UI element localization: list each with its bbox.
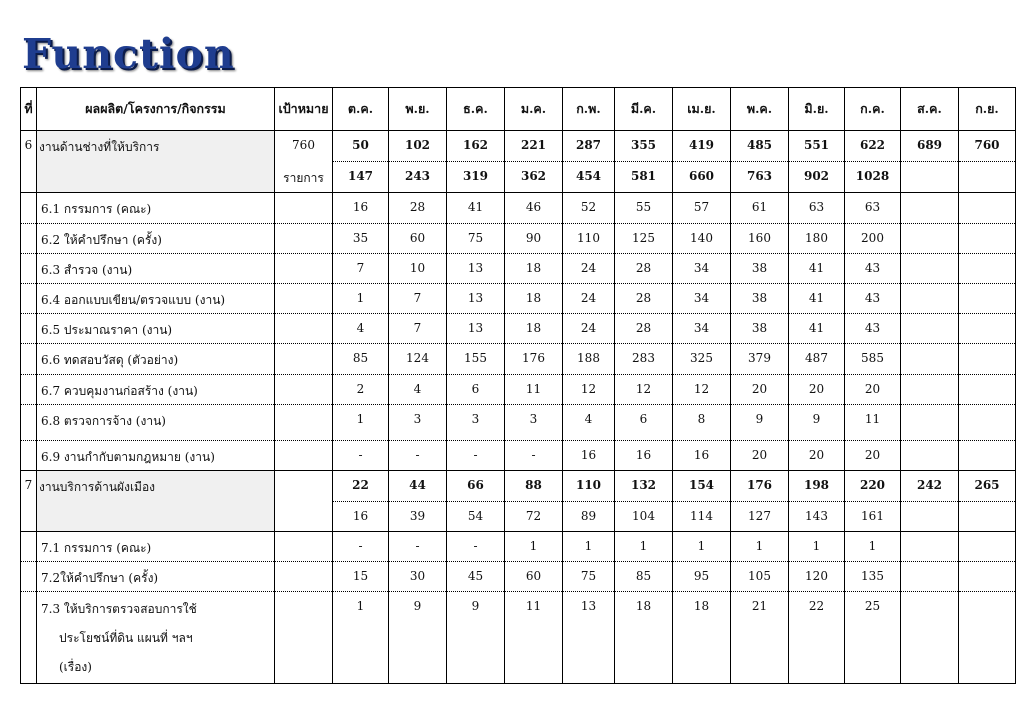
value-cell: 90 bbox=[505, 224, 563, 254]
value-cell: 63 bbox=[789, 193, 845, 224]
value-cell: 12 bbox=[615, 375, 673, 405]
value-cell bbox=[901, 314, 959, 344]
value-cell: 6 bbox=[615, 405, 673, 441]
section-plan-row bbox=[21, 131, 1016, 162]
value-cell: 155 bbox=[447, 344, 505, 375]
header-no: ที่ bbox=[21, 88, 37, 131]
actual-cell: 54 bbox=[447, 502, 505, 532]
plan-cell: 154 bbox=[673, 471, 731, 502]
value-cell: 3 bbox=[389, 405, 447, 441]
value-cell: - bbox=[447, 441, 505, 471]
value-cell bbox=[959, 592, 1016, 684]
plan-cell: 88 bbox=[505, 471, 563, 502]
table-row bbox=[21, 405, 1016, 441]
value-cell: 1 bbox=[789, 532, 845, 562]
header-month: มี.ค. bbox=[615, 88, 673, 131]
value-cell: 57 bbox=[673, 193, 731, 224]
value-cell: 180 bbox=[789, 224, 845, 254]
plan-cell: 287 bbox=[563, 131, 615, 162]
table-row bbox=[21, 441, 1016, 471]
table-row bbox=[21, 254, 1016, 284]
value-cell bbox=[959, 284, 1016, 314]
value-cell: 7 bbox=[389, 284, 447, 314]
value-cell: 13 bbox=[447, 254, 505, 284]
value-cell bbox=[901, 532, 959, 562]
actual-cell bbox=[901, 162, 959, 193]
value-cell: 16 bbox=[563, 441, 615, 471]
header-month: ส.ค. bbox=[901, 88, 959, 131]
actual-cell: 89 bbox=[563, 502, 615, 532]
value-cell: 55 bbox=[615, 193, 673, 224]
row-label: 6.1 กรรมการ (คณะ) bbox=[37, 193, 275, 224]
value-cell: 176 bbox=[505, 344, 563, 375]
value-cell: 41 bbox=[789, 254, 845, 284]
row-label: 6.7 ควบคุมงานก่อสร้าง (งาน) bbox=[37, 375, 275, 405]
header-month: ม.ค. bbox=[505, 88, 563, 131]
value-cell: 9 bbox=[789, 405, 845, 441]
value-cell: - bbox=[333, 441, 389, 471]
value-cell: 43 bbox=[845, 254, 901, 284]
value-cell: 13 bbox=[563, 592, 615, 684]
row-label: 6.2 ให้คำปรึกษา (ครั้ง) bbox=[37, 224, 275, 254]
table-row bbox=[21, 284, 1016, 314]
value-cell bbox=[959, 532, 1016, 562]
value-cell: - bbox=[389, 532, 447, 562]
row-label: 6.3 สำรวจ (งาน) bbox=[37, 254, 275, 284]
value-cell bbox=[901, 441, 959, 471]
value-cell: 20 bbox=[845, 441, 901, 471]
value-cell: 135 bbox=[845, 562, 901, 592]
value-cell bbox=[959, 254, 1016, 284]
value-cell: 283 bbox=[615, 344, 673, 375]
actual-cell: 143 bbox=[789, 502, 845, 532]
row-target-cell bbox=[275, 344, 333, 375]
section-plan-row bbox=[21, 471, 1016, 502]
value-cell: 20 bbox=[789, 441, 845, 471]
value-cell: 15 bbox=[333, 562, 389, 592]
value-cell: 85 bbox=[615, 562, 673, 592]
row-number-cell bbox=[21, 314, 37, 344]
value-cell: 1 bbox=[845, 532, 901, 562]
value-cell: 43 bbox=[845, 284, 901, 314]
header-target: เป้าหมาย bbox=[275, 88, 333, 131]
value-cell: 13 bbox=[447, 284, 505, 314]
plan-cell: 102 bbox=[389, 131, 447, 162]
value-cell: 28 bbox=[389, 193, 447, 224]
section-target-value: 760 bbox=[275, 131, 333, 162]
value-cell bbox=[959, 344, 1016, 375]
section-target-unit bbox=[275, 502, 333, 532]
value-cell: 12 bbox=[563, 375, 615, 405]
value-cell: 11 bbox=[505, 592, 563, 684]
value-cell: 325 bbox=[673, 344, 731, 375]
row-number-cell bbox=[21, 284, 37, 314]
value-cell: 18 bbox=[615, 592, 673, 684]
value-cell: 24 bbox=[563, 284, 615, 314]
value-cell: 9 bbox=[731, 405, 789, 441]
plan-cell: 176 bbox=[731, 471, 789, 502]
value-cell: 12 bbox=[673, 375, 731, 405]
row-target-cell bbox=[275, 532, 333, 562]
value-cell: 45 bbox=[447, 562, 505, 592]
header-month: ต.ค. bbox=[333, 88, 389, 131]
value-cell bbox=[959, 193, 1016, 224]
value-cell: 4 bbox=[333, 314, 389, 344]
value-cell: 4 bbox=[563, 405, 615, 441]
value-cell: 13 bbox=[447, 314, 505, 344]
row-target-cell bbox=[275, 375, 333, 405]
table-row bbox=[21, 314, 1016, 344]
value-cell: - bbox=[447, 532, 505, 562]
value-cell: 1 bbox=[563, 532, 615, 562]
row-label bbox=[37, 592, 275, 684]
value-cell: 16 bbox=[673, 441, 731, 471]
row-label-line: 7.3 ให้บริการตรวจสอบการใช้ bbox=[41, 602, 197, 616]
plan-cell: 265 bbox=[959, 471, 1016, 502]
value-cell bbox=[901, 344, 959, 375]
value-cell bbox=[959, 405, 1016, 441]
plan-cell: 355 bbox=[615, 131, 673, 162]
plan-cell: 162 bbox=[447, 131, 505, 162]
row-target-cell bbox=[275, 254, 333, 284]
value-cell bbox=[901, 375, 959, 405]
value-cell: 34 bbox=[673, 284, 731, 314]
value-cell bbox=[901, 284, 959, 314]
actual-cell: 147 bbox=[333, 162, 389, 193]
function-table bbox=[20, 87, 1016, 684]
value-cell: 85 bbox=[333, 344, 389, 375]
section-label: งานบริการด้านผังเมือง bbox=[37, 471, 275, 532]
table-row bbox=[21, 562, 1016, 592]
value-cell: 6 bbox=[447, 375, 505, 405]
value-cell bbox=[901, 562, 959, 592]
value-cell: 18 bbox=[505, 254, 563, 284]
header-item: ผลผลิต/โครงการ/กิจกรรม bbox=[37, 88, 275, 131]
table-row bbox=[21, 375, 1016, 405]
plan-cell: 485 bbox=[731, 131, 789, 162]
actual-cell: 1028 bbox=[845, 162, 901, 193]
plan-cell: 198 bbox=[789, 471, 845, 502]
value-cell: 120 bbox=[789, 562, 845, 592]
value-cell: 1 bbox=[333, 592, 389, 684]
row-number-cell bbox=[21, 592, 37, 684]
value-cell: 188 bbox=[563, 344, 615, 375]
actual-cell: 660 bbox=[673, 162, 731, 193]
value-cell: 2 bbox=[333, 375, 389, 405]
row-label: 6.9 งานกำกับตามกฎหมาย (งาน) bbox=[37, 441, 275, 471]
actual-cell: 114 bbox=[673, 502, 731, 532]
value-cell bbox=[959, 375, 1016, 405]
value-cell: 11 bbox=[845, 405, 901, 441]
value-cell: 124 bbox=[389, 344, 447, 375]
header-month: ก.ย. bbox=[959, 88, 1016, 131]
value-cell: 4 bbox=[389, 375, 447, 405]
row-label-line: (เรื่อง) bbox=[59, 660, 92, 674]
row-target-cell bbox=[275, 284, 333, 314]
value-cell: 18 bbox=[505, 284, 563, 314]
actual-cell: 104 bbox=[615, 502, 673, 532]
value-cell: 75 bbox=[447, 224, 505, 254]
row-target-cell bbox=[275, 405, 333, 441]
actual-cell: 16 bbox=[333, 502, 389, 532]
row-number-cell bbox=[21, 193, 37, 224]
plan-cell: 242 bbox=[901, 471, 959, 502]
row-number-cell bbox=[21, 405, 37, 441]
value-cell: 1 bbox=[505, 532, 563, 562]
value-cell: 41 bbox=[789, 314, 845, 344]
value-cell bbox=[901, 254, 959, 284]
value-cell: 22 bbox=[789, 592, 845, 684]
value-cell: 60 bbox=[389, 224, 447, 254]
row-target-cell bbox=[275, 314, 333, 344]
value-cell: 11 bbox=[505, 375, 563, 405]
plan-cell: 551 bbox=[789, 131, 845, 162]
value-cell: 105 bbox=[731, 562, 789, 592]
value-cell: - bbox=[505, 441, 563, 471]
actual-cell: 243 bbox=[389, 162, 447, 193]
row-target-cell bbox=[275, 441, 333, 471]
actual-cell: 454 bbox=[563, 162, 615, 193]
value-cell: 20 bbox=[731, 441, 789, 471]
value-cell: 30 bbox=[389, 562, 447, 592]
actual-cell bbox=[901, 502, 959, 532]
value-cell: - bbox=[389, 441, 447, 471]
section-target-value bbox=[275, 471, 333, 502]
header-row bbox=[21, 88, 1016, 131]
value-cell: 10 bbox=[389, 254, 447, 284]
value-cell bbox=[901, 224, 959, 254]
row-number-cell bbox=[21, 375, 37, 405]
value-cell: 20 bbox=[789, 375, 845, 405]
plan-cell: 622 bbox=[845, 131, 901, 162]
value-cell: 3 bbox=[505, 405, 563, 441]
plan-cell: 689 bbox=[901, 131, 959, 162]
header-month: ธ.ค. bbox=[447, 88, 505, 131]
plan-cell: 220 bbox=[845, 471, 901, 502]
value-cell: 46 bbox=[505, 193, 563, 224]
actual-cell: 39 bbox=[389, 502, 447, 532]
value-cell bbox=[901, 405, 959, 441]
plan-cell: 66 bbox=[447, 471, 505, 502]
actual-cell: 902 bbox=[789, 162, 845, 193]
value-cell: 38 bbox=[731, 254, 789, 284]
actual-cell: 763 bbox=[731, 162, 789, 193]
value-cell: 28 bbox=[615, 284, 673, 314]
value-cell: 35 bbox=[333, 224, 389, 254]
row-label-line: ประโยชน์ที่ดิน แผนที่ ฯลฯ bbox=[59, 631, 193, 645]
section-number: 7 bbox=[21, 471, 37, 532]
value-cell: 7 bbox=[389, 314, 447, 344]
row-number-cell bbox=[21, 532, 37, 562]
value-cell: 7 bbox=[333, 254, 389, 284]
row-target-cell bbox=[275, 193, 333, 224]
section-label: งานด้านช่างที่ให้บริการ bbox=[37, 131, 275, 193]
value-cell: 110 bbox=[563, 224, 615, 254]
actual-cell: 127 bbox=[731, 502, 789, 532]
actual-cell bbox=[959, 162, 1016, 193]
value-cell: 25 bbox=[845, 592, 901, 684]
header-month: ก.พ. bbox=[563, 88, 615, 131]
row-label: 7.1 กรรมการ (คณะ) bbox=[37, 532, 275, 562]
value-cell: 41 bbox=[447, 193, 505, 224]
value-cell bbox=[959, 441, 1016, 471]
plan-cell: 760 bbox=[959, 131, 1016, 162]
header-month: เม.ย. bbox=[673, 88, 731, 131]
plan-cell: 110 bbox=[563, 471, 615, 502]
header-month: พ.ค. bbox=[731, 88, 789, 131]
plan-cell: 419 bbox=[673, 131, 731, 162]
table-row bbox=[21, 532, 1016, 562]
value-cell: 160 bbox=[731, 224, 789, 254]
value-cell: 18 bbox=[673, 592, 731, 684]
value-cell: 41 bbox=[789, 284, 845, 314]
value-cell bbox=[959, 562, 1016, 592]
value-cell: 95 bbox=[673, 562, 731, 592]
plan-cell: 132 bbox=[615, 471, 673, 502]
actual-cell: 161 bbox=[845, 502, 901, 532]
header-month: มิ.ย. bbox=[789, 88, 845, 131]
value-cell: 9 bbox=[389, 592, 447, 684]
value-cell: 1 bbox=[615, 532, 673, 562]
value-cell: - bbox=[333, 532, 389, 562]
value-cell: 24 bbox=[563, 254, 615, 284]
value-cell: 16 bbox=[333, 193, 389, 224]
value-cell: 24 bbox=[563, 314, 615, 344]
value-cell: 9 bbox=[447, 592, 505, 684]
value-cell: 8 bbox=[673, 405, 731, 441]
value-cell: 18 bbox=[505, 314, 563, 344]
section-target-unit: รายการ bbox=[275, 162, 333, 193]
row-target-cell bbox=[275, 562, 333, 592]
value-cell: 3 bbox=[447, 405, 505, 441]
value-cell: 61 bbox=[731, 193, 789, 224]
plan-cell: 50 bbox=[333, 131, 389, 162]
row-number-cell bbox=[21, 224, 37, 254]
table-row bbox=[21, 224, 1016, 254]
table-row bbox=[21, 193, 1016, 224]
row-number-cell bbox=[21, 344, 37, 375]
value-cell: 52 bbox=[563, 193, 615, 224]
value-cell bbox=[901, 193, 959, 224]
value-cell: 38 bbox=[731, 284, 789, 314]
value-cell: 1 bbox=[673, 532, 731, 562]
value-cell: 38 bbox=[731, 314, 789, 344]
value-cell: 63 bbox=[845, 193, 901, 224]
row-number-cell bbox=[21, 441, 37, 471]
table-row bbox=[21, 344, 1016, 375]
row-target-cell bbox=[275, 592, 333, 684]
value-cell: 379 bbox=[731, 344, 789, 375]
plan-cell: 221 bbox=[505, 131, 563, 162]
value-cell: 28 bbox=[615, 254, 673, 284]
value-cell: 34 bbox=[673, 314, 731, 344]
row-label: 7.2ให้คำปรึกษา (ครั้ง) bbox=[37, 562, 275, 592]
row-number-cell bbox=[21, 562, 37, 592]
actual-cell: 362 bbox=[505, 162, 563, 193]
value-cell: 43 bbox=[845, 314, 901, 344]
table-row bbox=[21, 592, 1016, 684]
row-label: 6.4 ออกแบบเขียน/ตรวจแบบ (งาน) bbox=[37, 284, 275, 314]
row-label: 6.8 ตรวจการจ้าง (งาน) bbox=[37, 405, 275, 441]
plan-cell: 22 bbox=[333, 471, 389, 502]
plan-cell: 44 bbox=[389, 471, 447, 502]
value-cell: 28 bbox=[615, 314, 673, 344]
actual-cell bbox=[959, 502, 1016, 532]
value-cell: 75 bbox=[563, 562, 615, 592]
value-cell: 585 bbox=[845, 344, 901, 375]
actual-cell: 72 bbox=[505, 502, 563, 532]
value-cell: 1 bbox=[333, 284, 389, 314]
value-cell: 60 bbox=[505, 562, 563, 592]
row-label: 6.6 ทดสอบวัสดุ (ตัวอย่าง) bbox=[37, 344, 275, 375]
value-cell: 21 bbox=[731, 592, 789, 684]
section-number: 6 bbox=[21, 131, 37, 193]
row-target-cell bbox=[275, 224, 333, 254]
value-cell bbox=[959, 224, 1016, 254]
row-label: 6.5 ประมาณราคา (งาน) bbox=[37, 314, 275, 344]
value-cell bbox=[959, 314, 1016, 344]
value-cell: 16 bbox=[615, 441, 673, 471]
value-cell: 487 bbox=[789, 344, 845, 375]
value-cell bbox=[901, 592, 959, 684]
header-month: พ.ย. bbox=[389, 88, 447, 131]
value-cell: 1 bbox=[731, 532, 789, 562]
header-month: ก.ค. bbox=[845, 88, 901, 131]
value-cell: 20 bbox=[845, 375, 901, 405]
row-number-cell bbox=[21, 254, 37, 284]
actual-cell: 581 bbox=[615, 162, 673, 193]
value-cell: 34 bbox=[673, 254, 731, 284]
actual-cell: 319 bbox=[447, 162, 505, 193]
value-cell: 125 bbox=[615, 224, 673, 254]
value-cell: 200 bbox=[845, 224, 901, 254]
value-cell: 1 bbox=[333, 405, 389, 441]
value-cell: 20 bbox=[731, 375, 789, 405]
value-cell: 140 bbox=[673, 224, 731, 254]
page-title: Function bbox=[22, 30, 235, 78]
